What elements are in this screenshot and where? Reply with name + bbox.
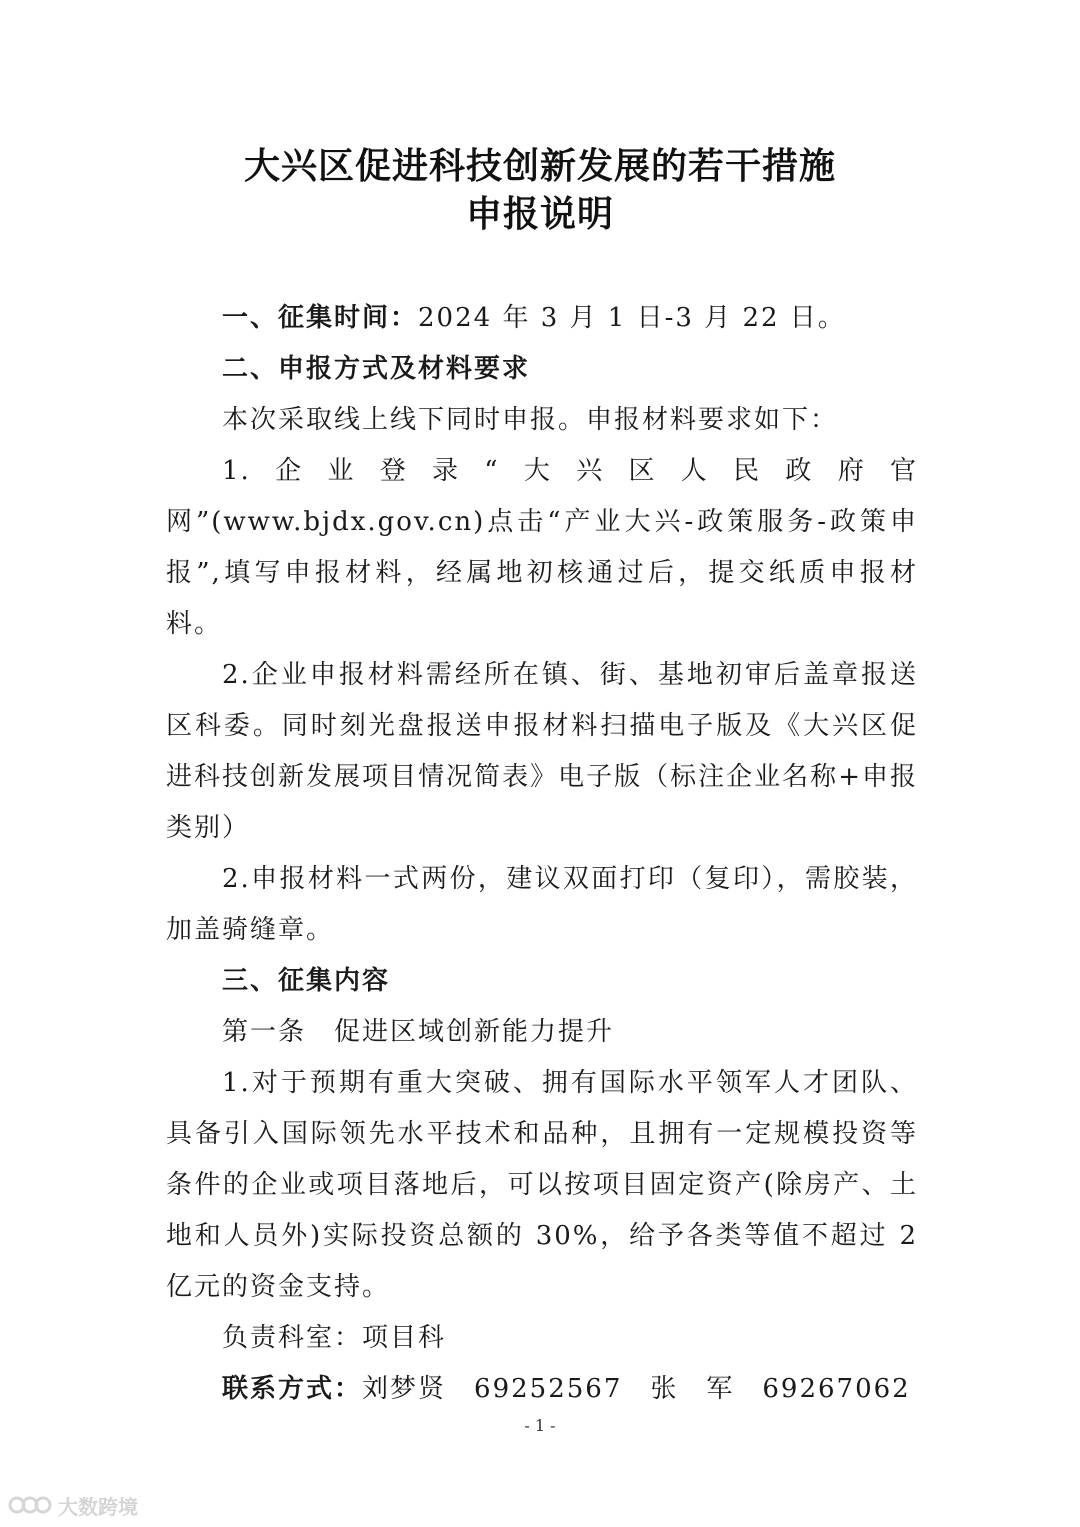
contact2-phone: 69267062 bbox=[762, 1374, 911, 1404]
method-item-online: 1.企业登录“大兴区人民政府官网”(www.bjdx.gov.cn)点击“产业大兴-政策服务-政策申报”,填写申报材料，经属地初核通过后，提交纸质申报材料。 bbox=[166, 456, 918, 639]
watermark-text: 大数跨境 bbox=[58, 1494, 138, 1519]
article-title: 第一条 促进区域创新能力提升 bbox=[222, 1017, 615, 1047]
collection-period: 2024 年 3 月 1 日-3 月 22 日。 bbox=[418, 303, 846, 333]
method-item-print: 2.申报材料一式两份，建议双面打印（复印），需胶装，加盖骑缝章。 bbox=[166, 864, 918, 945]
contact-label: 联系方式： bbox=[222, 1374, 363, 1404]
brand-logo-icon bbox=[8, 1492, 52, 1518]
watermark bbox=[8, 1490, 138, 1520]
section-heading-time: 一、征集时间： bbox=[222, 303, 419, 333]
document-body bbox=[166, 293, 918, 1415]
page-number: - 1 - bbox=[524, 1416, 556, 1435]
contact1-name: 刘梦贤 bbox=[362, 1374, 447, 1404]
article-item-1: 1.对于预期有重大突破、拥有国际水平领军人才团队、具备引入国际领先水平技术和品种，且拥有一定规模投资等条件的企业或项目落地后，可以按项目固定资产(除房产、土地和人员外)实际投资总额的 30%，给予各类等值不超过 2 亿元的资金支持。 bbox=[166, 1068, 918, 1302]
section-heading-content: 三、征集内容 bbox=[222, 966, 391, 996]
contact-info bbox=[166, 1364, 918, 1415]
section-collection-time bbox=[166, 293, 918, 344]
office-label: 负责科室： bbox=[222, 1323, 363, 1353]
contact1-phone: 69252567 bbox=[474, 1374, 623, 1404]
document-subtitle: 申报说明 bbox=[465, 194, 614, 235]
method-item-review: 2.企业申报材料需经所在镇、街、基地初审后盖章报送区科委。同时刻光盘报送申报材料扫描电子版及《大兴区促进科技创新发展项目情况简表》电子版（标注企业名称+申报类别） bbox=[166, 660, 918, 843]
responsible-office bbox=[166, 1313, 918, 1364]
office-value: 项目科 bbox=[362, 1323, 447, 1353]
method-intro: 本次采取线上线下同时申报。申报材料要求如下： bbox=[222, 405, 839, 435]
contact2-name: 张 军 bbox=[650, 1374, 735, 1404]
section-heading-method: 二、申报方式及材料要求 bbox=[222, 354, 531, 384]
document-title: 大兴区促进科技创新发展的若干措施 bbox=[243, 146, 836, 187]
